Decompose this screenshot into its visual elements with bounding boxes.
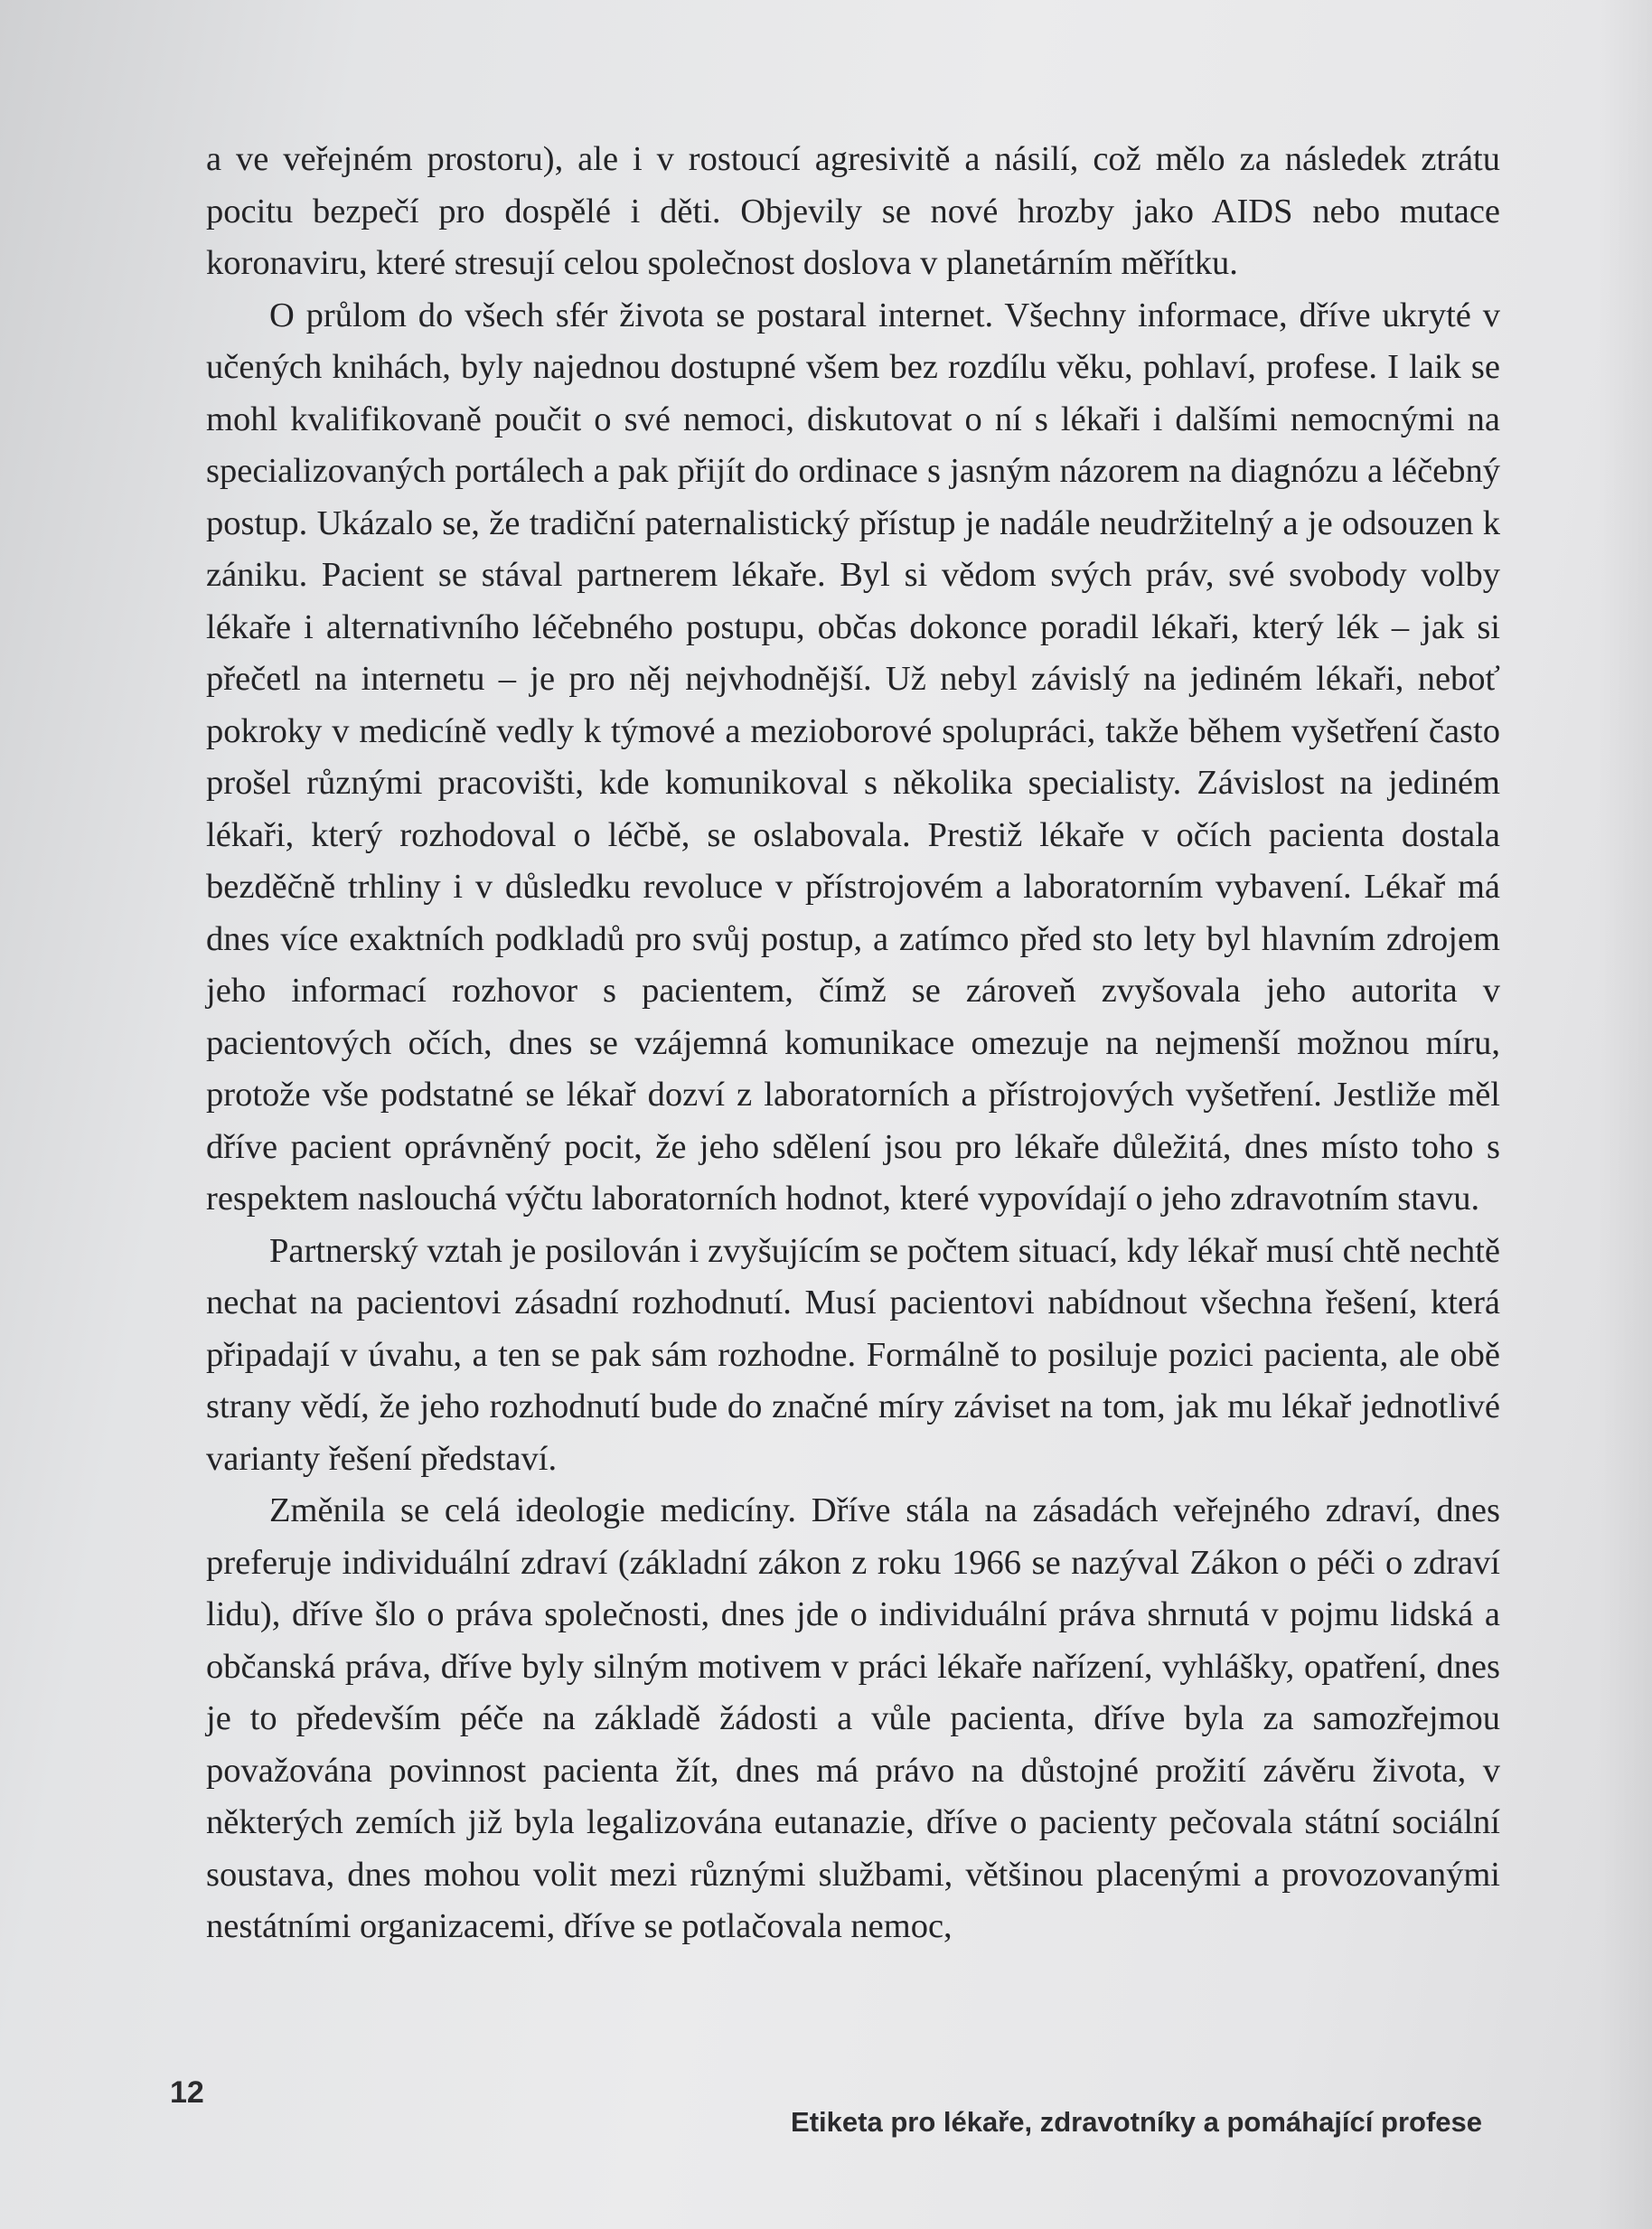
page-number: 12 (170, 2075, 204, 2110)
paragraph-3: Partnerský vztah je posilován i zvyšujícím se počtem situací, kdy lékař musí chtě nechtě nechat na pacientovi zásadní rozhodnutí. Musí pacientovi nabídnout všechna řešení, která připadají v úvahu, a ten se pak sám rozhodne. Formálně to posiluje pozici pacienta, ale obě strany vědí, že jeho rozhodnutí bude do značné míry záviset na tom, jak mu lékař jednotlivé varianty řešení představí. (206, 1231, 1500, 1478)
paragraph-4: Změnila se celá ideologie medicíny. Dříve stála na zásadách veřejného zdraví, dnes preferuje individuální zdraví (základní zákon z roku 1966 se nazýval Zákon o péči o zdraví lidu), dříve šlo o práva společnosti, dnes jde o individuální práva shrnutá v pojmu lidská a občanská práva, dříve byly silným motivem v práci lékaře nařízení, vyhlášky, opatření, dnes je to především péče na základě žádosti a vůle pacienta, dříve byla za samozřejmou považována povinnost pacienta žít, dnes má právo na důstojné prožití závěru života, v některých zemích již byla legalizována eutanazie, dříve o pacienty pečovala státní sociální soustava, dnes mohou volit mezi různými službami, většinou placenými a provozovanými nestátními organizacemi, dříve se potlačovala nemoc, (206, 1491, 1500, 1945)
body-text (206, 134, 1500, 1953)
paragraph-2: O průlom do všech sfér života se postaral internet. Všechny informace, dříve ukryté v učených knihách, byly najednou dostupné všem bez rozdílu věku, pohlaví, profese. I laik se mohl kvalifikovaně poučit o své nemoci, diskutovat o ní s lékaři i dalšími nemocnými na specializovaných portálech a pak přijít do ordinace s jasným názorem na diagnózu a léčebný postup. Ukázalo se, že tradiční paternalistický přístup je nadále neudržitelný a je odsouzen k zániku. Pacient se stával partnerem lékaře. Byl si vědom svých práv, své svobody volby lékaře i alternativního léčebného postupu, občas dokonce poradil lékaři, který lék – jak si přečetl na internetu – je pro něj nejvhodnější. Už nebyl závislý na jediném lékaři, neboť pokroky v medicíně vedly k týmové a mezioborové spolupráci, takže během vyšetření často prošel různými pracovišti, kde komunikoval s několika specialisty. Závislost na jediném lékaři, který rozhodoval o léčbě, se oslabovala. Prestiž lékaře v očích pacienta dostala bezděčně trhliny i v důsledku revoluce v přístrojovém a laboratorním vybavení. Lékař má dnes více exaktních podkladů pro svůj postup, a zatímco před sto lety byl hlavním zdrojem jeho informací rozhovor s pacientem, čímž se zároveň zvyšovala jeho autorita v pacientových očích, dnes se vzájemná komunikace omezuje na nejmenší možnou míru, protože vše podstatné se lékař dozví z laboratorních a přístrojových vyšetření. Jestliže měl dříve pacient oprávněný pocit, že jeho sdělení jsou pro lékaře důležitá, dnes místo toho s respektem naslouchá výčtu laboratorních hodnot, které vypovídají o jeho zdravotním stavu. (206, 296, 1500, 1218)
running-footer-title: Etiketa pro lékaře, zdravotníky a pomáhající profese (791, 2106, 1482, 2138)
paragraph-1: a ve veřejném prostoru), ale i v rostoucí agresivitě a násilí, což mělo za následek ztrátu pocitu bezpečí pro dospělé i děti. Objevily se nové hrozby jako AIDS nebo mutace koronaviru, které stresují celou společnost doslova v planetárním měřítku. (206, 140, 1500, 282)
